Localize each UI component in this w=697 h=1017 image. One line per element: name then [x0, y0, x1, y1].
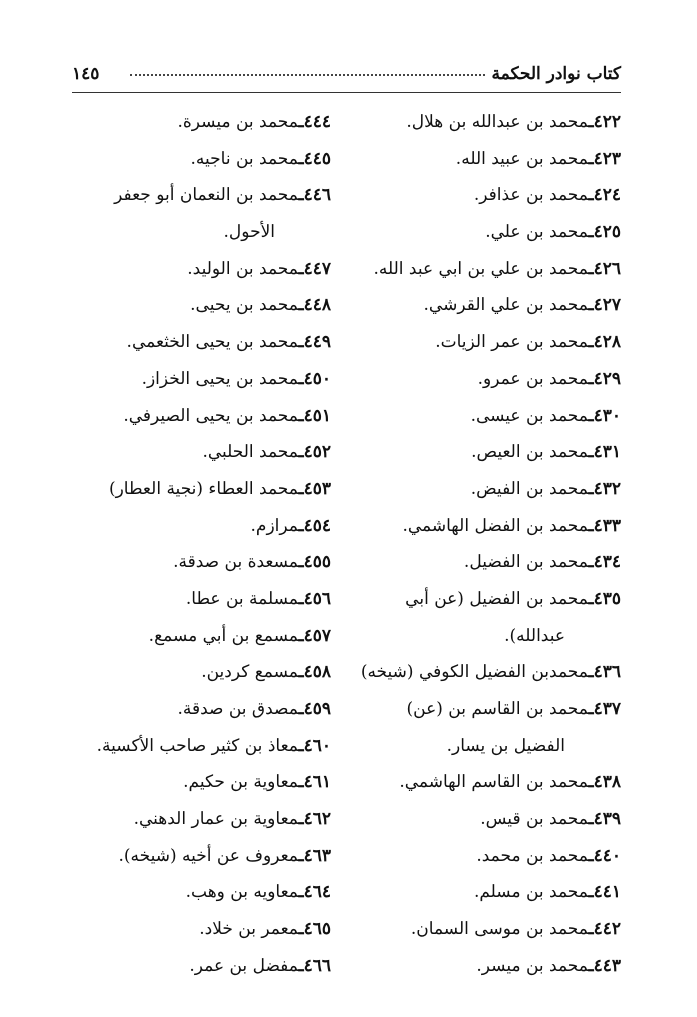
header-dot-leader — [130, 74, 485, 76]
narrator-entry — [329, 141, 621, 178]
narrator-name: معروف عن أخيه (شيخه). — [118, 845, 299, 866]
narrator-entry — [39, 691, 331, 728]
narrator-name: معاوية بن حكيم. — [183, 772, 299, 793]
entry-number: ٤٥٥ـ — [298, 552, 331, 573]
narrator-name: معاويه بن وهب. — [185, 882, 299, 903]
narrator-entry — [329, 177, 621, 214]
entry-number: ٤٢٣ـ — [588, 148, 621, 169]
entry-number: ٤٥٢ـ — [298, 442, 331, 463]
narrator-name: محمد بن عبدالله بن هلال. — [406, 112, 589, 132]
page-header — [72, 58, 621, 93]
narrator-name: محمد بن يحيى الخزاز. — [141, 368, 299, 389]
narrator-name: معاذ بن كثير صاحب الأكسية. — [96, 735, 299, 756]
narrator-name: مفضل بن عمر. — [189, 955, 299, 976]
narrator-name: مسمع بن أبي مسمع. — [148, 625, 299, 646]
narrator-name: محمد بن القاسم الهاشمي. — [399, 772, 589, 793]
entry-number: ٤٣١ـ — [588, 442, 621, 463]
entry-number: ٤٢٧ـ — [588, 295, 621, 316]
entry-number: ٤٢٤ـ — [588, 185, 621, 206]
narrator-entry — [329, 398, 621, 435]
narrator-entry — [39, 434, 331, 471]
narrator-name: محمدبن الفضيل الكوفي (شيخه) — [360, 662, 589, 683]
narrator-entry — [39, 801, 331, 838]
narrator-name: معاوية بن عمار الدهني. — [133, 809, 299, 830]
narrator-entry — [39, 948, 331, 985]
narrator-name: محمد بن عمرو. — [477, 368, 589, 389]
narrator-entry — [39, 141, 331, 178]
narrator-entry — [329, 801, 621, 838]
narrator-name: محمد بن العيص. — [471, 442, 589, 463]
narrator-name: مصدق بن صدقة. — [177, 699, 299, 719]
narrator-entry — [39, 251, 331, 288]
narrator-entry — [39, 728, 331, 765]
narrator-entry — [39, 764, 331, 801]
entry-number: ٤٢٢ـ — [588, 112, 621, 132]
entry-number: ٤٣٩ـ — [588, 809, 621, 830]
narrator-entry — [39, 911, 331, 948]
narrator-entry — [329, 251, 621, 288]
narrator-name: معمر بن خلاد. — [199, 919, 299, 940]
entry-number: ٤٦٦ـ — [298, 955, 331, 976]
narrator-entry — [329, 911, 621, 948]
page-number: ١٤٥ — [72, 64, 100, 84]
entry-number: ٤٦٣ـ — [298, 845, 331, 866]
narrator-entry-continuation — [39, 214, 331, 251]
narrator-name: محمد بن ميسرة. — [177, 112, 299, 132]
narrator-name: محمد بن يحيى الخثعمي. — [126, 332, 299, 353]
narrator-entry-continuation — [329, 618, 621, 655]
entry-number: ٤٣٨ـ — [588, 772, 621, 793]
narrator-entry — [329, 691, 621, 728]
entry-number: ٤٤٣ـ — [588, 955, 621, 976]
narrator-name: الأحول. — [223, 222, 275, 243]
entry-number: ٤٤٠ـ — [588, 845, 621, 866]
narrator-entry — [39, 508, 331, 545]
entry-number: ٤٤٥ـ — [298, 148, 331, 169]
entry-number: ٤٣٦ـ — [588, 662, 621, 683]
narrator-entry — [329, 361, 621, 398]
narrator-name: محمد بن علي القرشي. — [423, 295, 589, 316]
entry-number: ٤٣٤ـ — [588, 552, 621, 573]
narrator-name: مرازم. — [250, 515, 299, 536]
narrator-name: محمد بن عمر الزيات. — [435, 332, 589, 353]
entry-number: ٤٣٥ـ — [588, 588, 621, 609]
entry-number: ٤٢٩ـ — [588, 368, 621, 389]
narrator-entry — [39, 581, 331, 618]
entry-number: ٤٢٥ـ — [588, 222, 621, 243]
left-column-list — [39, 104, 331, 985]
narrator-name: محمد العطاء (نجية العطار) — [108, 478, 299, 499]
entry-number: ٤٦٢ـ — [298, 809, 331, 830]
narrator-entry — [329, 581, 621, 618]
entry-number: ٤٥١ـ — [298, 405, 331, 426]
narrator-name: محمد بن النعمان أبو جعفر — [114, 185, 299, 206]
entry-number: ٤٥٨ـ — [298, 662, 331, 683]
narrator-name: مسعدة بن صدقة. — [173, 552, 299, 573]
narrator-entry — [329, 104, 621, 141]
narrator-name: محمد بن الوليد. — [187, 258, 299, 279]
narrator-entry — [329, 324, 621, 361]
narrator-name: محمد بن الفيض. — [470, 478, 589, 499]
narrator-name: محمد بن الفضيل (عن أبي — [405, 588, 589, 609]
narrator-entry — [329, 287, 621, 324]
narrator-name: محمد بن ناجيه. — [190, 148, 299, 169]
narrator-entry — [39, 104, 331, 141]
narrator-entry-continuation — [329, 728, 621, 765]
book-title: كتاب نوادر الحكمة — [491, 64, 621, 84]
entry-number: ٤٣٢ـ — [588, 478, 621, 499]
narrator-entry — [329, 214, 621, 251]
entry-number: ٤٤٨ـ — [298, 295, 331, 316]
narrator-entry — [329, 948, 621, 985]
narrator-name: محمد بن يحيى. — [190, 295, 299, 316]
narrator-name: محمد الحلبي. — [202, 442, 299, 463]
narrator-name: مسمع كردين. — [201, 662, 299, 683]
entry-number: ٤٦٤ـ — [298, 882, 331, 903]
narrator-entry — [39, 398, 331, 435]
entry-number: ٤٢٨ـ — [588, 332, 621, 353]
narrator-entry — [39, 471, 331, 508]
narrator-name: محمد بن القاسم بن (عن) — [406, 699, 589, 719]
narrator-name: الفضيل بن يسار. — [446, 735, 565, 756]
narrator-entry — [39, 618, 331, 655]
narrator-entry — [39, 838, 331, 875]
narrator-name: محمد بن يحيى الصيرفي. — [123, 405, 299, 426]
narrator-name: محمد بن موسى السمان. — [410, 919, 589, 940]
entry-number: ٤٥٤ـ — [298, 515, 331, 536]
narrator-name: محمد بن علي بن ابي عبد الله. — [373, 258, 589, 279]
narrator-name: محمد بن الفضل الهاشمي. — [402, 515, 589, 536]
narrator-entry — [329, 434, 621, 471]
narrator-name: محمد بن عذافر. — [473, 185, 589, 206]
entry-number: ٤٤٤ـ — [298, 112, 331, 132]
entry-number: ٤٣٠ـ — [588, 405, 621, 426]
entry-number: ٤٤١ـ — [588, 882, 621, 903]
narrator-entry — [329, 838, 621, 875]
narrator-entry — [329, 654, 621, 691]
entry-number: ٤٣٧ـ — [588, 699, 621, 719]
narrator-entry — [39, 287, 331, 324]
narrator-entry — [39, 177, 331, 214]
entry-number: ٤٥٧ـ — [298, 625, 331, 646]
narrator-entry — [329, 874, 621, 911]
narrator-name: مسلمة بن عطا. — [185, 588, 299, 609]
entry-number: ٤٦٥ـ — [298, 919, 331, 940]
right-column-list — [329, 104, 621, 985]
narrator-entry — [39, 874, 331, 911]
narrator-entry — [39, 544, 331, 581]
entry-number: ٤٤٩ـ — [298, 332, 331, 353]
narrator-entry — [329, 508, 621, 545]
entry-number: ٤٥٦ـ — [298, 588, 331, 609]
narrator-entry — [329, 544, 621, 581]
entry-number: ٤٤٦ـ — [298, 185, 331, 206]
narrator-entry — [329, 764, 621, 801]
narrator-name: محمد بن علي. — [485, 222, 589, 243]
entry-number: ٤٥٩ـ — [298, 699, 331, 719]
narrator-name: محمد بن محمد. — [476, 845, 589, 866]
narrator-name: محمد بن ميسر. — [476, 955, 589, 976]
entry-number: ٤٢٦ـ — [588, 258, 621, 279]
entry-number: ٤٦١ـ — [298, 772, 331, 793]
narrator-name: محمد بن قيس. — [480, 809, 589, 830]
narrator-name: محمد بن عيسى. — [470, 405, 589, 426]
entry-number: ٤٥٣ـ — [298, 478, 331, 499]
entry-number: ٤٥٠ـ — [298, 368, 331, 389]
entry-number: ٤٤٢ـ — [588, 919, 621, 940]
entry-number: ٤٤٧ـ — [298, 258, 331, 279]
entry-number: ٤٦٠ـ — [298, 735, 331, 756]
entry-number: ٤٣٣ـ — [588, 515, 621, 536]
narrator-name: محمد بن الفضيل. — [463, 552, 589, 573]
narrator-name: عبدالله). — [504, 625, 565, 646]
narrator-entry — [329, 471, 621, 508]
narrator-entry — [39, 324, 331, 361]
narrator-name: محمد بن مسلم. — [473, 882, 589, 903]
narrator-entry — [39, 654, 331, 691]
narrator-name: محمد بن عبيد الله. — [455, 148, 589, 169]
narrator-entry — [39, 361, 331, 398]
